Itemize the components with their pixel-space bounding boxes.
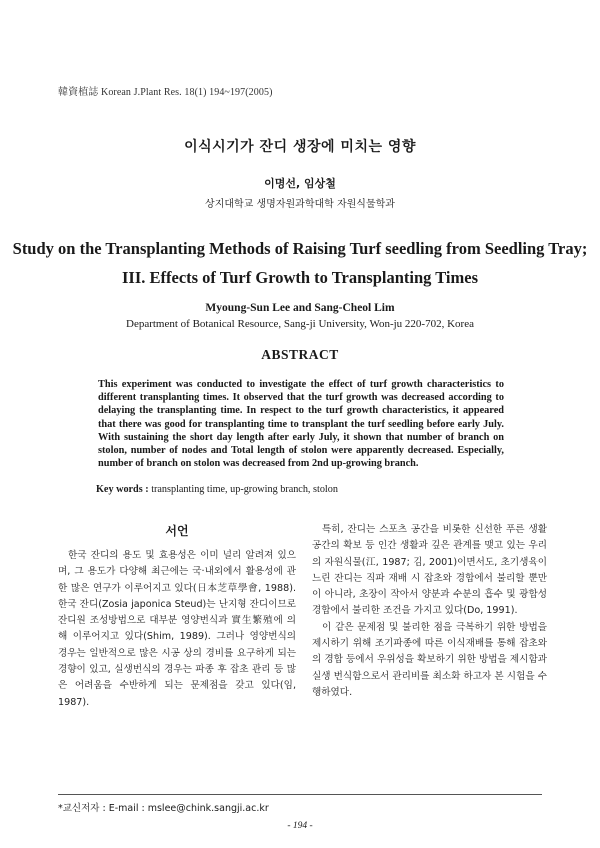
english-title: Study on the Transplanting Methods of Raising Turf seedling from Seedling Tray; III. Effects of Turf Growth to Transplanting Times — [12, 239, 588, 287]
footnote: *교신저자 : E-mail : mslee@chink.sangji.ac.kr — [58, 803, 269, 814]
paragraph: 특히, 잔디는 스포츠 공간을 비롯한 신선한 푸른 생활공간의 확보 등 인간 생활과 깊은 관계를 맺고 있는 우리의 자원식물(江, 1987; 김, 2001)이면서도, 초기생육이 느린 잔디는 직파 재배 시 잡초와 경합에서 불리할 뿐만이 아니라, 초장이 작아서 양분과 수분의 흡수 및 광합성 경합에서 불리한 조건을 가지고 있다(Do, 1991). — [312, 524, 547, 617]
keywords-value: transplanting time, up-growing branch, stolon — [148, 484, 338, 495]
page-number: - 194 - — [287, 821, 313, 831]
footnote-divider — [58, 794, 542, 795]
korean-affiliation: 상지대학교 생명자원과학대학 자원식물학과 — [205, 199, 395, 210]
keywords-label: Key words : — [96, 484, 149, 495]
section-heading: 서언 — [165, 524, 189, 538]
korean-authors: 이명선, 임상철 — [264, 177, 336, 190]
right-column — [312, 522, 547, 701]
paragraph: 한국 잔디의 용도 및 효용성은 이미 널리 알려져 있으며, 그 용도가 다양해 최근에는 국·내외에서 활용성에 관한 많은 연구가 이루어지고 있다(日本芝草學會, 1988). 한국 잔디(Zosia japonica Steud)는 난지형 잔디이므로 잔디원 조성방법으로 대부분 영양번식과 實生繁殖에 의해 이루어지고 있다(Shim, 1989). 그러나 영양번식의 경우는 일반적으로 많은 시공 상의 경비를 요구하게 되는 경향이 있고, 실생번식의 경우는 파종 후 잡초 관리 등 많은 어려움을 수반하게 되는 문제점을 갖고 있다(임, 1987). — [58, 550, 296, 708]
korean-title: 이식시기가 잔디 생장에 미치는 영향 — [184, 139, 416, 155]
left-column — [58, 548, 296, 711]
english-affiliation: Department of Botanical Resource, Sang-ji University, Won-ju 220-702, Korea — [126, 318, 474, 330]
abstract-heading: ABSTRACT — [261, 347, 339, 362]
english-authors: Myoung-Sun Lee and Sang-Cheol Lim — [205, 302, 395, 314]
abstract-text: This experiment was conducted to investigate the effect of turf growth characteristics to different transplanting times. It observed that the turf growth was decreased according to delaying the transplanting time. In respect to the turf growth characteristics, it appeared that there was good for transplanting time to transplant the turf seedling before early July. With sustaining the short day length after early July, it shown that number of branch on stolon, number of nodes and Total length of stolon were apparently decreased. Especially, number of branch on stolon was decreased from 2nd up-growing branch. — [98, 379, 504, 470]
paragraph: 이 같은 문제점 및 불리한 점을 극복하기 위한 방법을 제시하기 위해 조기파종에 따른 이식재배를 통해 잡초와의 경합 등에서 우위성을 확보하기 위한 방법을 제시함과 실생 번식함으로서 관리비를 최소화 하고자 본 시험을 수행하였다. — [312, 621, 547, 698]
keywords — [96, 484, 338, 495]
journal-citation: 韓資植誌 Korean J.Plant Res. 18(1) 194~197(2005) — [58, 87, 273, 98]
